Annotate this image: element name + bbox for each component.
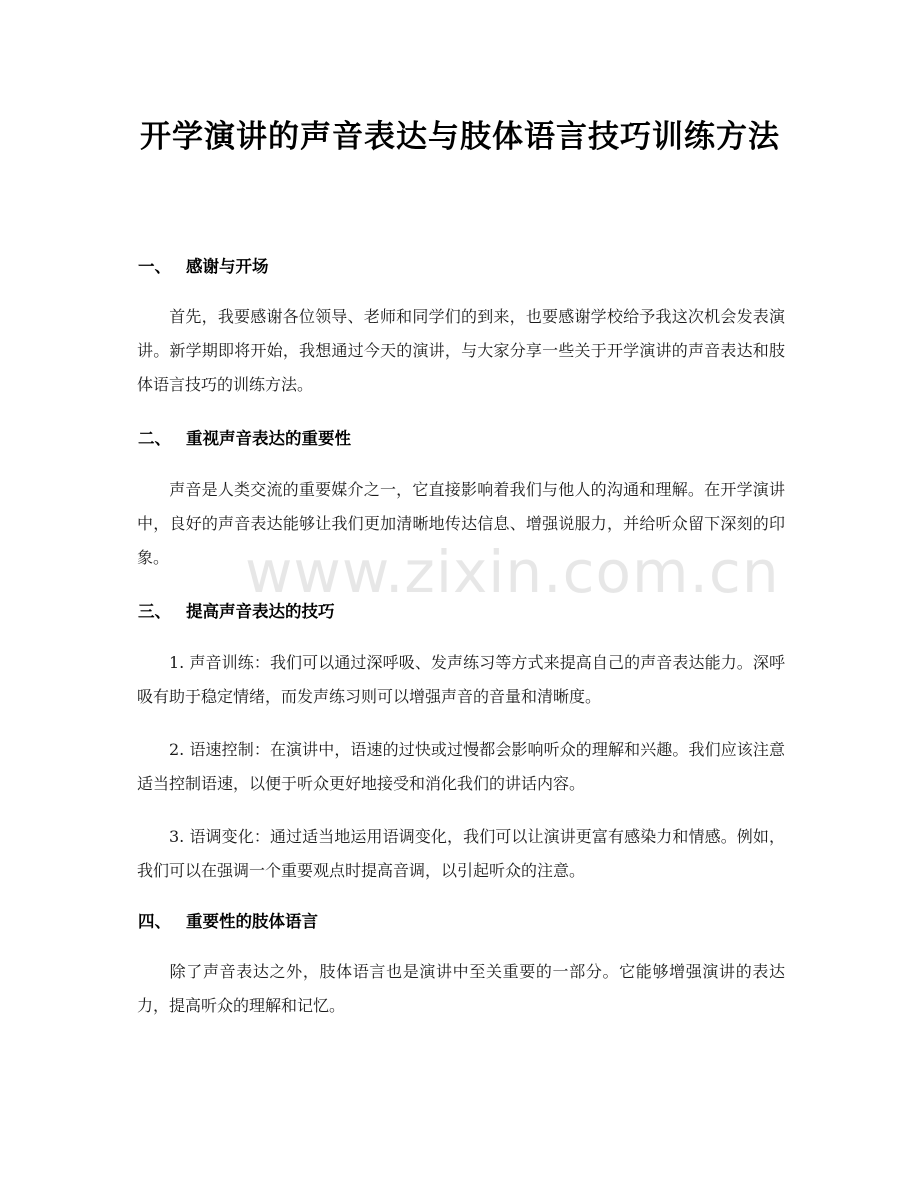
paragraph: 声音是人类交流的重要媒介之一，它直接影响着我们与他人的沟通和理解。在开学演讲中，良好的声音表达能够让我们更加清晰地传达信息、增强说服力，并给听众留下深刻的印象。 <box>137 480 785 567</box>
section-heading-4 <box>138 910 318 934</box>
section-heading-text: 提高声音表达的技巧 <box>186 602 335 621</box>
document-title: 开学演讲的声音表达与肢体语言技巧训练方法 <box>140 119 780 155</box>
section-number: 三、 <box>138 602 171 621</box>
list-item: 3. 语调变化：通过适当地运用语调变化，我们可以让演讲更富有感染力和情感。例如，我们可以在强调一个重要观点时提高音调，以引起听众的注意。 <box>137 827 785 880</box>
section-heading-text: 重要性的肢体语言 <box>186 912 318 931</box>
list-item: 2. 语速控制：在演讲中，语速的过快或过慢都会影响听众的理解和兴趣。我们应该注意适当控制语速，以便于听众更好地接受和消化我们的讲话内容。 <box>137 740 785 793</box>
section-number: 一、 <box>138 257 171 276</box>
paragraph: 除了声音表达之外，肢体语言也是演讲中至关重要的一部分。它能够增强演讲的表达力，提高听众的理解和记忆。 <box>137 962 785 1015</box>
section-heading-3 <box>138 600 335 624</box>
section-number: 二、 <box>138 429 171 448</box>
list-item: 1. 声音训练：我们可以通过深呼吸、发声练习等方式来提高自己的声音表达能力。深呼吸有助于稳定情绪，而发声练习则可以增强声音的音量和清晰度。 <box>137 653 785 706</box>
section-number: 四、 <box>138 912 171 931</box>
section-heading-1 <box>138 255 269 279</box>
section-heading-text: 重视声音表达的重要性 <box>186 429 351 448</box>
section-heading-2 <box>138 427 351 451</box>
section-heading-text: 感谢与开场 <box>186 257 269 276</box>
paragraph: 首先，我要感谢各位领导、老师和同学们的到来，也要感谢学校给予我这次机会发表演讲。新学期即将开始，我想通过今天的演讲，与大家分享一些关于开学演讲的声音表达和肢体语言技巧的训练方法。 <box>137 307 785 394</box>
watermark: www.zixin.com.cn <box>245 538 780 606</box>
